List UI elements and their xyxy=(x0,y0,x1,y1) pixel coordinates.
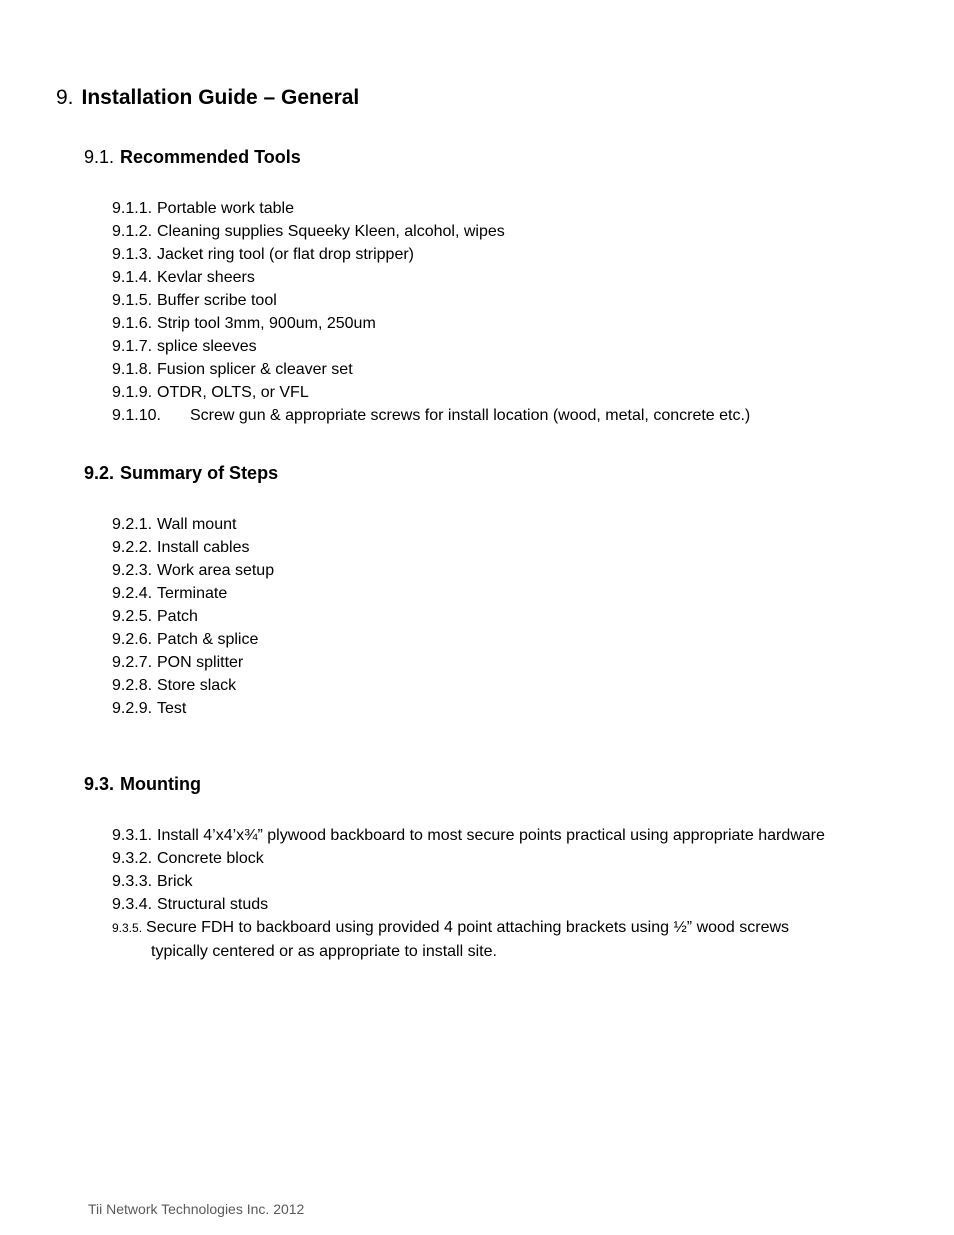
list-item: 9.3.2. Concrete block xyxy=(112,850,264,867)
list-item: 9.2.7. PON splitter xyxy=(112,654,244,671)
list-item: 9.3.4. Structural studs xyxy=(112,896,269,913)
list-item: 9.2.1. Wall mount xyxy=(112,516,237,533)
summary-of-steps-heading xyxy=(84,461,278,485)
list-item: 9.3.1. Install 4’x4’x¾” plywood backboard to most secure points practical using appropriate hardware xyxy=(112,827,825,844)
summary-of-steps-list xyxy=(112,513,274,720)
list-item: 9.1.6. Strip tool 3mm, 900um, 250um xyxy=(112,315,376,332)
list-item: 9.2.4. Terminate xyxy=(112,585,228,602)
list-item: 9.1.1. Portable work table xyxy=(112,200,294,217)
mounting-list-item-last xyxy=(112,916,789,963)
list-item: 9.2.5. Patch xyxy=(112,608,198,625)
subsection-number: 9.2. xyxy=(84,463,115,483)
mounting-heading xyxy=(84,772,201,796)
list-item: 9.3.3. Brick xyxy=(112,873,193,890)
list-item: 9.1.9. OTDR, OLTS, or VFL xyxy=(112,384,309,401)
list-item: 9.1.7. splice sleeves xyxy=(112,338,257,355)
list-item: 9.1.4. Kevlar sheers xyxy=(112,269,255,286)
recommended-tools-heading xyxy=(84,145,301,169)
subsection-number: 9.3. xyxy=(84,774,115,794)
subsection-title: Summary of Steps xyxy=(120,463,279,483)
list-item: 9.1.10. Screw gun & appropriate screws for install location (wood, metal, concrete etc.) xyxy=(112,407,751,424)
recommended-tools-list xyxy=(112,197,750,427)
item-text: Secure FDH to backboard using provided 4 point attaching brackets using ½” wood screws xyxy=(146,919,790,936)
section-heading xyxy=(56,84,359,112)
page-footer: Tii Network Technologies Inc. 2012 xyxy=(88,1201,305,1217)
list-item: 9.2.8. Store slack xyxy=(112,677,237,694)
item-text-continuation: typically centered or as appropriate to install site. xyxy=(151,943,497,960)
section-number: 9. xyxy=(56,86,74,109)
subsection-number: 9.1. xyxy=(84,147,115,167)
list-item: 9.1.2. Cleaning supplies Squeeky Kleen, alcohol, wipes xyxy=(112,223,505,240)
list-item: 9.2.3. Work area setup xyxy=(112,562,275,579)
list-item: 9.1.5. Buffer scribe tool xyxy=(112,292,277,309)
mounting-list xyxy=(112,824,825,916)
list-item: 9.2.2. Install cables xyxy=(112,539,250,556)
subsection-title: Mounting xyxy=(120,774,201,794)
list-item: 9.2.6. Patch & splice xyxy=(112,631,259,648)
list-item: 9.2.9. Test xyxy=(112,700,187,717)
section-title: Installation Guide – General xyxy=(81,86,360,109)
subsection-title: Recommended Tools xyxy=(120,147,301,167)
item-number: 9.3.5. xyxy=(112,921,143,935)
list-item: 9.1.3. Jacket ring tool (or flat drop stripper) xyxy=(112,246,414,263)
list-item: 9.1.8. Fusion splicer & cleaver set xyxy=(112,361,353,378)
